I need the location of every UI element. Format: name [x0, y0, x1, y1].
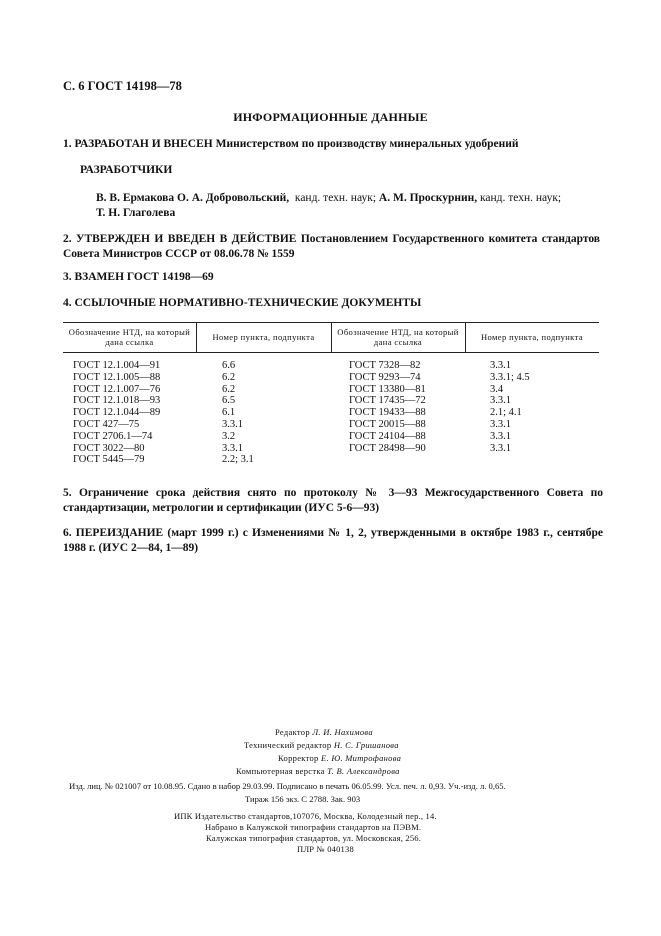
item-4-references: 4. ССЫЛОЧНЫЕ НОРМАТИВНО-ТЕХНИЧЕСКИЕ ДОКУМЕНТЫ: [63, 297, 422, 309]
table-cell: ГОСТ 28498—90: [349, 442, 426, 454]
table-header-item: Номер пункта, подпункта: [212, 332, 315, 342]
credit-label: Редактор: [275, 727, 310, 737]
table-cell: ГОСТ 12.1.007—76: [73, 383, 161, 395]
table-cell: ГОСТ 2706.1—74: [73, 430, 153, 442]
table-cell: 3.3.1: [490, 442, 511, 454]
developer-2: А. М. Проскурнин,: [378, 192, 478, 204]
imprint-typesetting: Набрано в Калужской типографии стандартов на ПЭВМ.: [205, 822, 422, 832]
credit-person: Л. И. Нахимова: [312, 727, 373, 737]
imprint-publisher: ИПК Издательство стандартов,107076, Москва, Колодезный пер., 14.: [174, 811, 437, 821]
imprint-license: ПЛР № 040138: [297, 844, 354, 854]
table-cell: 3.3.1: [490, 360, 511, 371]
table-cell: 6.5: [222, 395, 236, 407]
right-item-column: [490, 360, 530, 454]
print-run: Тираж 156 экз. С 2788. Зак. 903: [245, 794, 361, 804]
publication-details: Изд. лиц. № 021007 от 10.08.95. Сдано в набор 29.03.99. Подписано в печать 06.05.99. Усл. печ. л. 0,93. Уч.-изд. л. 0,65.: [69, 781, 506, 791]
section-title: ИНФОРМАЦИОННЫЕ ДАННЫЕ: [233, 110, 428, 124]
developers-heading: РАЗРАБОТЧИКИ: [80, 164, 173, 176]
item-6-reissue: 6. ПЕРЕИЗДАНИЕ (март 1999 г.) с Изменениями № 1, 2, утвержденными в октябре 1983 г., сентябре 1988 г. (ИУС 2—84, 1—89): [63, 527, 603, 554]
table-cell: 3.2: [222, 430, 236, 442]
item-1-developed: [63, 137, 603, 152]
table-cell: ГОСТ 12.1.004—91: [73, 360, 161, 371]
credit-layout: [236, 766, 400, 776]
credit-person: Е. Ю. Митрофанова: [321, 753, 402, 763]
left-item-column: [222, 360, 254, 466]
table-cell: 2.2; 3.1: [222, 454, 254, 466]
table-header-rule: [63, 352, 599, 353]
table-header-doc: Обозначение НТД, на который дана ссылка: [337, 327, 459, 347]
table-header-doc: Обозначение НТД, на который дана ссылка: [68, 327, 191, 347]
table-cell: ГОСТ 19433—88: [349, 407, 426, 419]
table-header-item: Номер пункта, подпункта: [481, 332, 583, 342]
table-cell: 3.3.1: [490, 395, 511, 407]
table-cell: ГОСТ 20015—88: [349, 418, 426, 430]
item-2-text: Постановлением Государственного комитета стандартов Совета Министров СССР от 08.06.78 № 1559: [63, 233, 600, 260]
right-doc-column: [349, 360, 426, 454]
table-cell: 3.3.1: [490, 418, 511, 430]
developer-1: В. В. Ермакова О. А. Добровольский,: [96, 192, 290, 204]
credit-editor: [275, 727, 373, 737]
developer-3: Т. Н. Глаголева: [96, 207, 176, 219]
credit-tech-editor: [244, 740, 399, 750]
table-cell: ГОСТ 24104—88: [349, 430, 426, 442]
table-cell: 2.1; 4.1: [490, 407, 522, 419]
table-cell: 6.1: [222, 407, 236, 419]
item-2-approved: [63, 232, 600, 262]
table-cell: ГОСТ 12.1.018—93: [73, 395, 161, 407]
item-1-text: Министерством по производству минеральных удобрений: [212, 138, 519, 150]
table-cell: ГОСТ 427—75: [73, 418, 140, 430]
credit-label: Компьютерная верстка: [236, 766, 325, 776]
item-5-validity: 5. Ограничение срока действия снято по протоколу № 3—93 Межгосударственного Совета по стандартизации, метрологии и сертификации (ИУС 5-6—93): [63, 487, 603, 514]
table-cell: 3.3.1: [490, 430, 511, 442]
developer-2-title: канд. техн. наук;: [480, 192, 562, 204]
credit-label: Технический редактор: [244, 740, 332, 750]
developer-1-title: канд. техн. наук;: [294, 192, 377, 204]
item-1-lead: 1. РАЗРАБОТАН И ВНЕСЕН: [63, 138, 213, 150]
credit-corrector: [278, 753, 401, 763]
table-cell: ГОСТ 17435—72: [349, 395, 426, 407]
table-cell: 6.6: [222, 360, 236, 371]
table-cell: ГОСТ 9293—74: [349, 371, 421, 383]
table-cell: ГОСТ 13380—81: [349, 383, 426, 395]
table-cell: 3.3.1: [222, 418, 243, 430]
references-table: [63, 322, 599, 466]
credit-label: Корректор: [278, 753, 319, 763]
credit-person: Т. В. Александрова: [327, 766, 400, 776]
developers-list: [96, 191, 601, 221]
table-cell: ГОСТ 12.1.044—89: [73, 407, 161, 419]
item-3-replaces: 3. ВЗАМЕН ГОСТ 14198—69: [63, 271, 214, 283]
page-header: С. 6 ГОСТ 14198—78: [63, 79, 182, 93]
table-cell: ГОСТ 3022—80: [73, 442, 145, 454]
table-cell: 3.4: [490, 383, 504, 395]
left-doc-column: [73, 360, 160, 466]
table-cell: ГОСТ 7328—82: [349, 360, 421, 371]
item-2-lead: 2. УТВЕРЖДЕН И ВВЕДЕН В ДЕЙСТВИЕ: [63, 233, 297, 245]
imprint-printing: Калужская типография стандартов, ул. Московская, 256.: [206, 833, 422, 843]
table-cell: ГОСТ 12.1.005—88: [73, 371, 161, 383]
table-cell: 3.3.1: [222, 442, 243, 454]
credit-person: Н. С. Гришанова: [333, 740, 399, 750]
table-cell: ГОСТ 5445—79: [73, 454, 145, 466]
table-cell: 3.3.1; 4.5: [490, 371, 530, 383]
table-cell: 6.2: [222, 383, 236, 395]
table-cell: 6.2: [222, 371, 236, 383]
